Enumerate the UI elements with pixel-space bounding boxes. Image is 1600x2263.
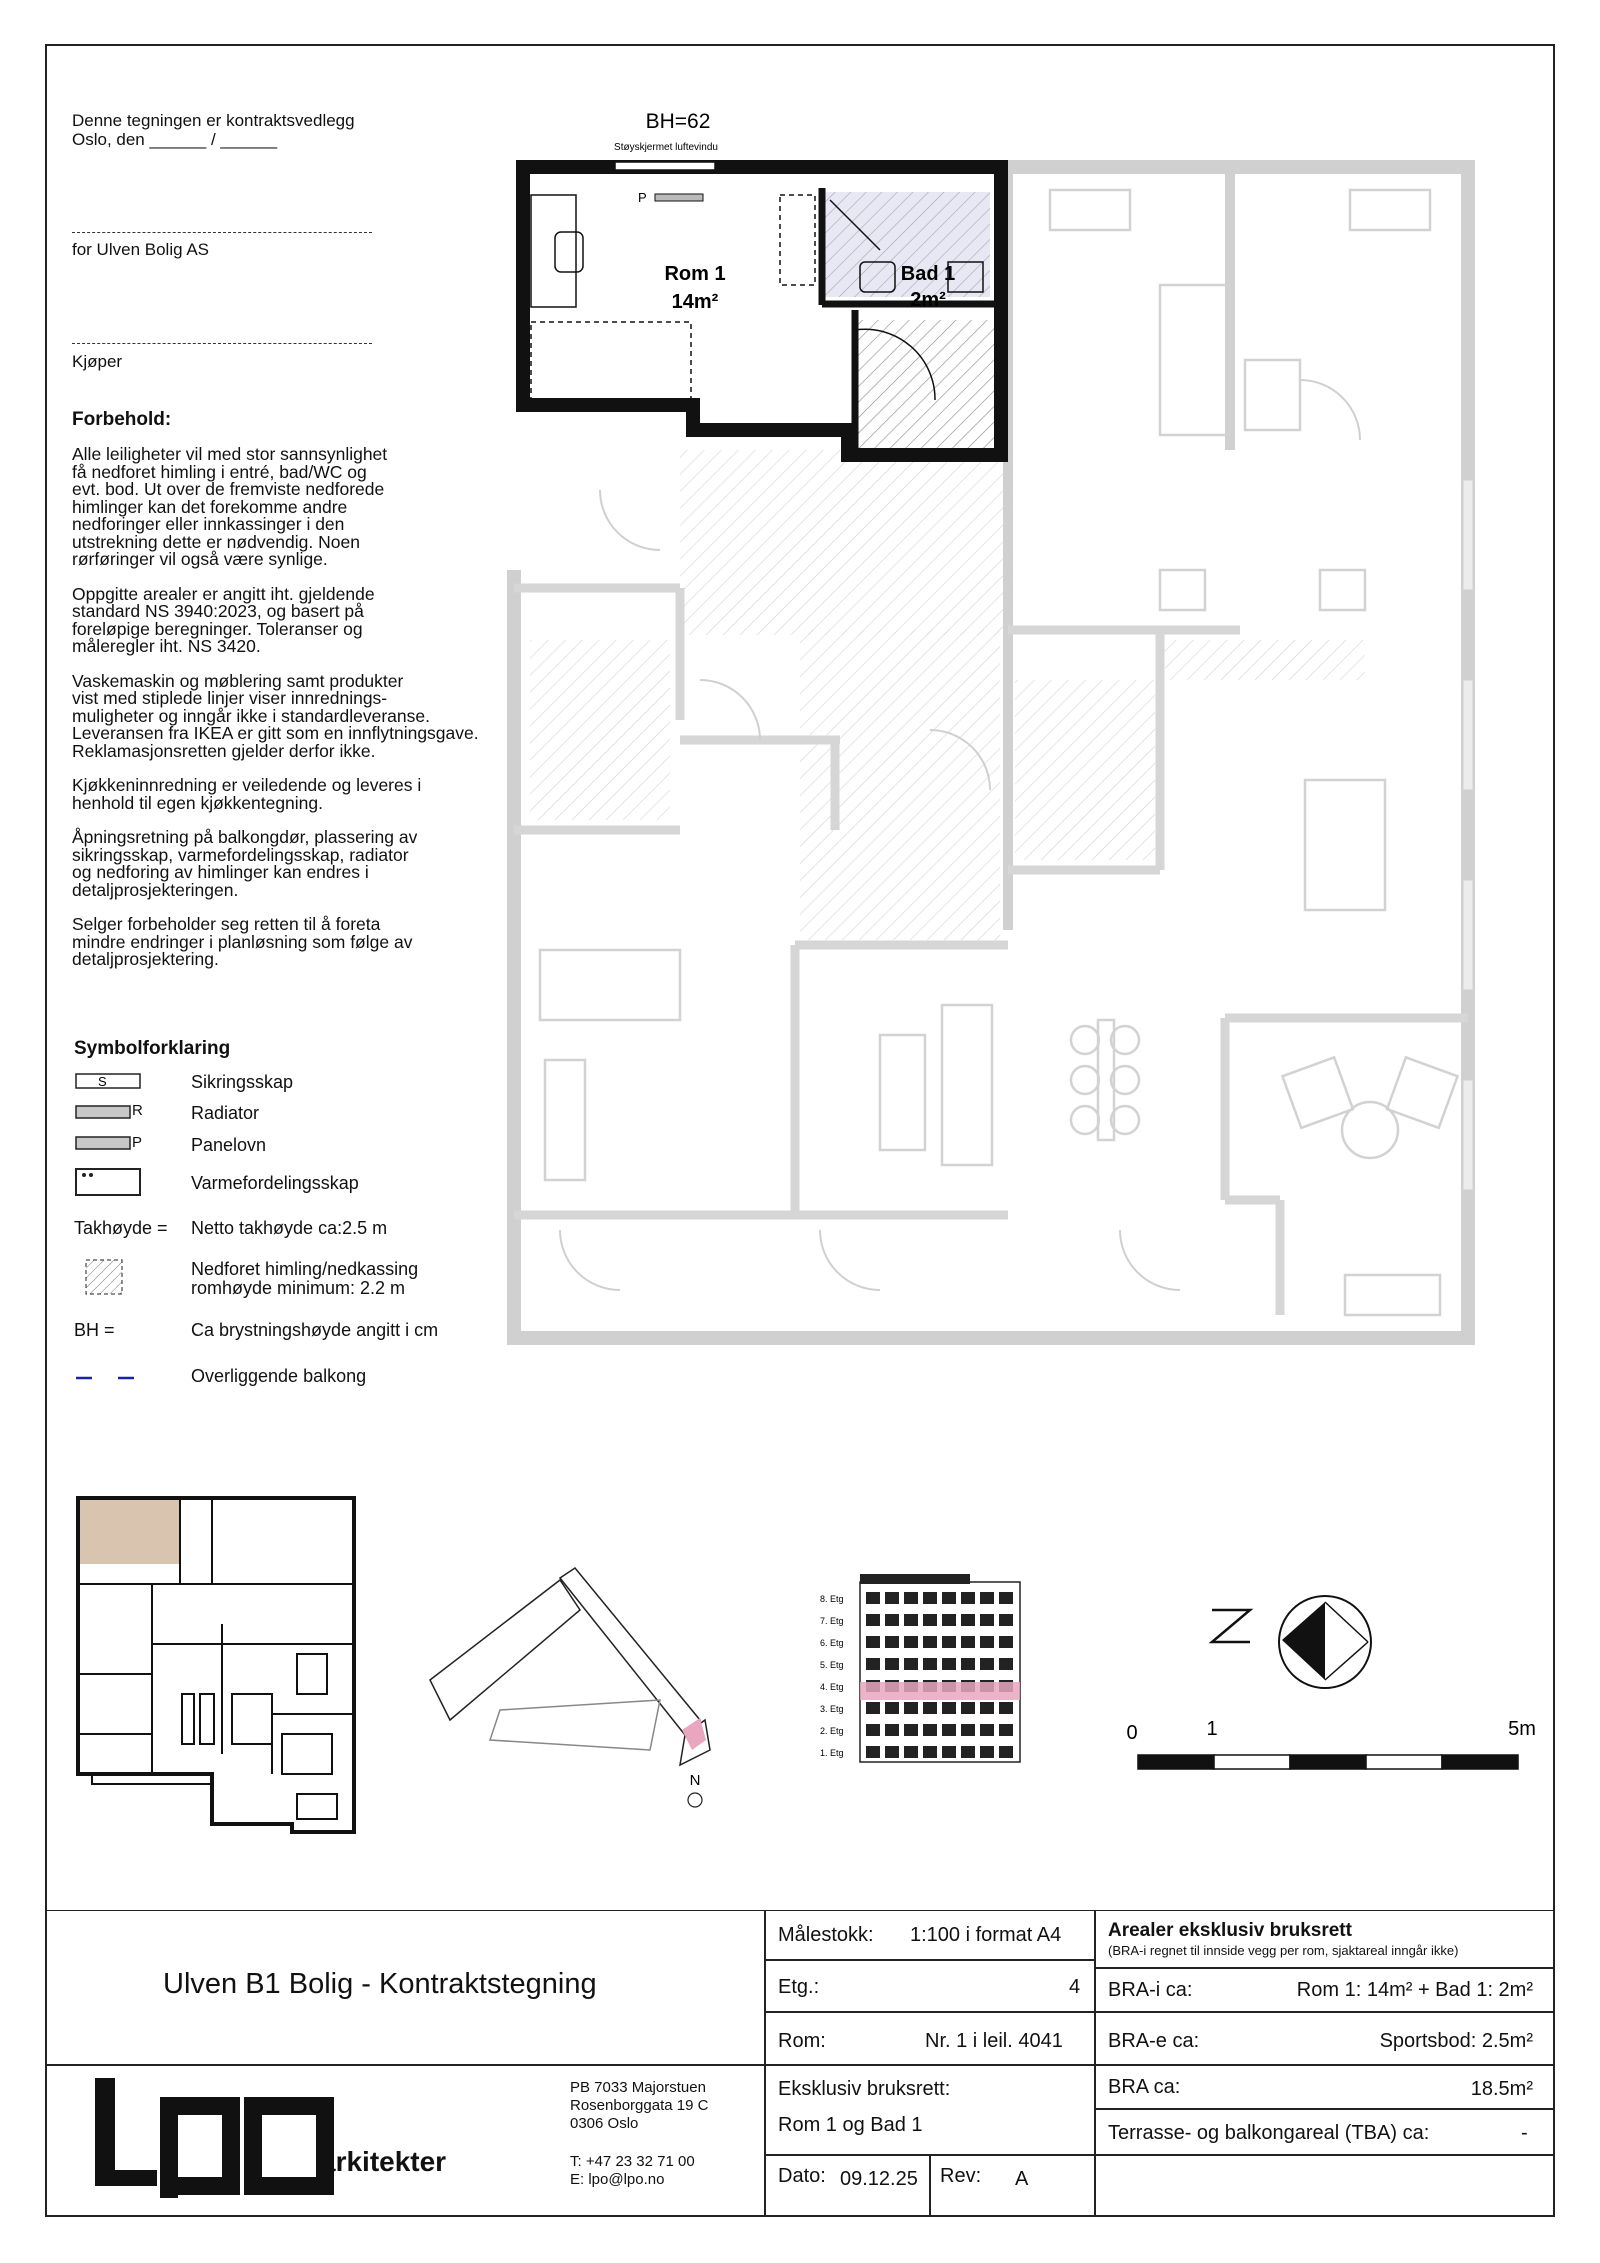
- elevation-window: [885, 1592, 899, 1604]
- forbehold-line: Kjøkkeninnredning er veiledende og leveres i: [72, 775, 422, 795]
- exclusive-label: Eksklusiv bruksrett:: [778, 2078, 951, 2100]
- elevation-window: [980, 1614, 994, 1626]
- scale-bar: [1120, 1715, 1540, 1785]
- office-address: [570, 2079, 708, 2189]
- bath1-area: 2m²: [910, 289, 946, 311]
- elevation-window: [923, 1658, 937, 1670]
- building-block-1: [430, 1580, 580, 1720]
- highlight-floor-band: [860, 1682, 1020, 1700]
- key-plan: [72, 1494, 362, 1834]
- elevation-window: [980, 1658, 994, 1670]
- forbehold-line: mindre endringer i planløsning som følge av: [72, 931, 413, 952]
- elevation-window: [866, 1746, 880, 1758]
- elevation-window: [942, 1592, 956, 1604]
- building-block-2: [560, 1568, 700, 1735]
- office-phone: T: +47 23 32 71 00: [570, 2153, 695, 2170]
- forbehold-line: muligheter og inngår ikke i standardleveranse.: [72, 705, 430, 726]
- key-plan-highlight: [80, 1498, 180, 1564]
- elevation-window: [961, 1592, 975, 1604]
- panelovn-in-room: [655, 194, 703, 201]
- legend-label-nedforet-1: Nedforet himling/nedkassing: [191, 1259, 419, 1279]
- site-north-label: N: [689, 1772, 701, 1789]
- forbehold-line: få nedforet himling i entré, bad/WC og: [72, 461, 367, 482]
- elevation-window: [980, 1724, 994, 1736]
- forbehold-line: evt. bod. Ut over de fremviste nedforede: [72, 479, 385, 499]
- bath2-hatch: [530, 640, 670, 820]
- areas-heading: Arealer eksklusiv bruksrett: [1108, 1920, 1352, 1941]
- scale-segment: [1442, 1755, 1518, 1769]
- floor-label: 6. Etg: [820, 1638, 844, 1648]
- forbehold-line: Oppgitte arealer er angitt iht. gjeldende: [72, 583, 375, 604]
- elevation-window: [999, 1592, 1013, 1604]
- forbehold-heading: Forbehold:: [72, 409, 172, 430]
- elevation-window: [942, 1658, 956, 1670]
- forbehold-line: Leveransen fra IKEA er gitt som en innflytningsgave.: [72, 723, 479, 743]
- elevation-window: [866, 1658, 880, 1670]
- room1-name: Rom 1: [664, 263, 726, 285]
- elevation-window: [999, 1746, 1013, 1758]
- elevation-window: [999, 1658, 1013, 1670]
- floor-label: 1. Etg: [820, 1748, 844, 1758]
- forbehold-line: og nedforing av himlinger kan endres i: [72, 862, 369, 882]
- forbehold-line: Vaskemaskin og møblering samt produkter: [72, 670, 404, 691]
- date-label: Dato:: [778, 2165, 826, 2187]
- elevation-window: [961, 1746, 975, 1758]
- legend-heading: Symbolforklaring: [74, 1038, 231, 1059]
- scale-start: 0: [1126, 1722, 1138, 1744]
- scale-segment: [1366, 1755, 1442, 1769]
- elevation-window: [961, 1636, 975, 1648]
- contract-line1: Denne tegningen er kontraktsvedlegg: [72, 111, 355, 130]
- luftevindu: [615, 162, 715, 170]
- legend-label-sikringsskap: Sikringsskap: [191, 1072, 294, 1092]
- legend-label-panelovn: Panelovn: [191, 1135, 267, 1155]
- hall-hatch: [680, 450, 1010, 635]
- elevation-window: [923, 1746, 937, 1758]
- brae-label: BRA-e ca:: [1108, 2030, 1200, 2052]
- elevation-window: [923, 1702, 937, 1714]
- floor-label: 8. Etg: [820, 1594, 844, 1604]
- legend-label-radiator: Radiator: [191, 1103, 260, 1123]
- elevation-window: [904, 1614, 918, 1626]
- elevation-window: [885, 1702, 899, 1714]
- panelovn-marker: P: [638, 190, 647, 205]
- elevation-window: [866, 1636, 880, 1648]
- room-label: Rom:: [778, 2030, 826, 2052]
- north-arrow: [1200, 1590, 1380, 1710]
- elevation-window: [942, 1702, 956, 1714]
- forbehold-line: måleregler iht. NS 3420.: [72, 636, 261, 656]
- elevation-window: [904, 1702, 918, 1714]
- floor-label: 4. Etg: [820, 1682, 844, 1692]
- elevation-window: [866, 1702, 880, 1714]
- forbehold-line: Reklamasjonsretten gjelder derfor ikke.: [72, 740, 376, 761]
- lpo-logo-mark: [95, 2078, 355, 2198]
- lpo-logo: [95, 2078, 355, 2198]
- scale-segment: [1290, 1755, 1366, 1769]
- bra-label: BRA ca:: [1108, 2076, 1181, 2098]
- scale-segment: [1214, 1755, 1290, 1769]
- legend-symbol-bh: BH =: [74, 1320, 115, 1340]
- for-ulven-label: for Ulven Bolig AS: [72, 240, 210, 259]
- floor-value: 4: [1069, 1976, 1081, 1998]
- elevation-window: [999, 1724, 1013, 1736]
- forbehold-line: nedforinger eller innkassinger i den: [72, 514, 345, 534]
- elevation-window: [999, 1636, 1013, 1648]
- elevation-window: [866, 1592, 880, 1604]
- elevation-window: [885, 1636, 899, 1648]
- elevation-window: [980, 1702, 994, 1714]
- bath1-entry-hatch: [855, 320, 995, 452]
- forbehold-line: sikringsskap, varmefordelingsskap, radiator: [72, 844, 409, 865]
- elevation-window: [885, 1746, 899, 1758]
- bh-label: BH=62: [645, 110, 711, 133]
- legend-symbol-takhoyde: Takhøyde =: [74, 1218, 168, 1238]
- legend-label-balkong: Overliggende balkong: [191, 1366, 367, 1386]
- elevation-window: [999, 1702, 1013, 1714]
- floor-label: 2. Etg: [820, 1726, 844, 1736]
- window-note: Støyskjermet luftevindu: [614, 142, 718, 153]
- legend-label-bh: Ca brystningshøyde angitt i cm: [191, 1320, 439, 1340]
- room1-area: 14m²: [671, 291, 719, 313]
- legend-symbol-p: P: [132, 1134, 143, 1151]
- bath1-name: Bad 1: [900, 263, 956, 285]
- bath3-hatch: [1015, 680, 1155, 860]
- elevation-window: [866, 1614, 880, 1626]
- elevation-window: [980, 1746, 994, 1758]
- elevation-window: [904, 1746, 918, 1758]
- elevation-window: [942, 1614, 956, 1626]
- scale-label: Målestokk:: [778, 1924, 874, 1946]
- elevation-window: [904, 1636, 918, 1648]
- elevation-window: [961, 1702, 975, 1714]
- scale-mid: 1: [1206, 1718, 1218, 1740]
- title-block: [45, 1910, 1555, 2217]
- forbehold-line: rørføringer vil også være synlige.: [72, 549, 328, 569]
- floor-label: 3. Etg: [820, 1704, 844, 1714]
- brai-value: Rom 1: 14m² + Bad 1: 2m²: [1296, 1979, 1533, 2001]
- floor-label: 5. Etg: [820, 1660, 844, 1670]
- brae-value: Sportsbod: 2.5m²: [1379, 2030, 1533, 2052]
- areas-note: (BRA-i regnet til innside vegg per rom, sjaktareal inngår ikke): [1108, 1943, 1459, 1958]
- tb-empty-cell: [1095, 2155, 1555, 2217]
- forbehold-line: detaljprosjektering.: [72, 949, 219, 969]
- bra-value: 18.5m²: [1470, 2078, 1533, 2100]
- scale-segment: [1138, 1755, 1214, 1769]
- office-email: E: lpo@lpo.no: [570, 2171, 665, 2188]
- floor-label: Etg.:: [778, 1976, 820, 1998]
- forbehold-line: henhold til egen kjøkkentegning.: [72, 792, 324, 813]
- elevation-window: [942, 1724, 956, 1736]
- elevation-window: [923, 1592, 937, 1604]
- elevation-window: [904, 1658, 918, 1670]
- elevation-window: [885, 1724, 899, 1736]
- building-block-4: [490, 1700, 660, 1750]
- building-elevation: [810, 1570, 1030, 1770]
- elevation-window: [885, 1658, 899, 1670]
- elevation-window: [866, 1724, 880, 1736]
- forbehold-line: utstrekning dette er nødvendig. Noen: [72, 531, 360, 552]
- forbehold-line: Alle leiligheter vil med stor sannsynlighet: [72, 444, 388, 464]
- elevation-window: [961, 1658, 975, 1670]
- tba-label: Terrasse- og balkongareal (TBA) ca:: [1108, 2122, 1430, 2144]
- legend-label-nedforet-2: romhøyde minimum: 2.2 m: [191, 1278, 406, 1298]
- elevation-window: [942, 1746, 956, 1758]
- date-value: 09.12.25: [840, 2168, 918, 2190]
- elevation-window: [904, 1592, 918, 1604]
- legend-label-varmefordelingsskap: Varmefordelingsskap: [191, 1173, 359, 1193]
- forbehold-line: standard NS 3940:2023, og basert på: [72, 601, 364, 621]
- elevation-window: [961, 1614, 975, 1626]
- address-line2: Rosenborggata 19 C: [570, 2097, 709, 2114]
- brai-label: BRA-i ca:: [1108, 1979, 1193, 2001]
- rev-label: Rev:: [940, 2165, 982, 2187]
- forbehold-line: foreløpige beregninger. Toleranser og: [72, 618, 363, 639]
- elevation-window: [980, 1636, 994, 1648]
- roof: [860, 1574, 970, 1584]
- buyer-label: Kjøper: [72, 352, 123, 371]
- elevation-window: [885, 1614, 899, 1626]
- corridor-hatch: [800, 630, 1000, 940]
- scale-end: 5m: [1508, 1718, 1536, 1740]
- forbehold-line: Åpningsretning på balkongdør, plassering av: [72, 827, 418, 847]
- logo-suffix: arkitekter: [320, 2146, 447, 2177]
- elevation-window: [999, 1614, 1013, 1626]
- legend-symbol-r: R: [132, 1102, 143, 1119]
- address-line3: 0306 Oslo: [570, 2115, 639, 2132]
- exclusive-value: Rom 1 og Bad 1: [778, 2114, 923, 2136]
- scale-value: 1:100 i format A4: [910, 1924, 1062, 1946]
- elevation-window: [980, 1592, 994, 1604]
- site-north-icon: [688, 1793, 702, 1807]
- elevation-window: [923, 1614, 937, 1626]
- legend-symbol-s: S: [98, 1074, 107, 1089]
- rev-value: A: [1015, 2168, 1029, 2190]
- kitchen-hatch: [1165, 640, 1365, 680]
- elevation-window: [923, 1724, 937, 1736]
- site-plan: [420, 1560, 730, 1820]
- elevation-window: [923, 1636, 937, 1648]
- elevation-window: [904, 1724, 918, 1736]
- forbehold-line: detaljprosjekteringen.: [72, 879, 239, 900]
- elevation-window: [961, 1724, 975, 1736]
- forbehold-line: himlinger kan det forekomme andre: [72, 496, 348, 517]
- contract-line2: Oslo, den ______ / ______: [72, 130, 278, 149]
- room-value: Nr. 1 i leil. 4041: [925, 2030, 1063, 2052]
- forbehold-line: Selger forbeholder seg retten til å foreta: [72, 914, 381, 934]
- floor-label: 7. Etg: [820, 1616, 844, 1626]
- address-line1: PB 7033 Majorstuen: [570, 2079, 706, 2096]
- legend-label-takhoyde: Netto takhøyde ca:2.5 m: [191, 1218, 388, 1238]
- north-arrow-n-icon: [1212, 1610, 1250, 1642]
- tba-value: -: [1521, 2122, 1528, 2144]
- forbehold-line: vist med stiplede linjer viser innrednings-: [72, 688, 388, 708]
- elevation-window: [942, 1636, 956, 1648]
- project-title: Ulven B1 Bolig - Kontraktstegning: [163, 1968, 597, 2000]
